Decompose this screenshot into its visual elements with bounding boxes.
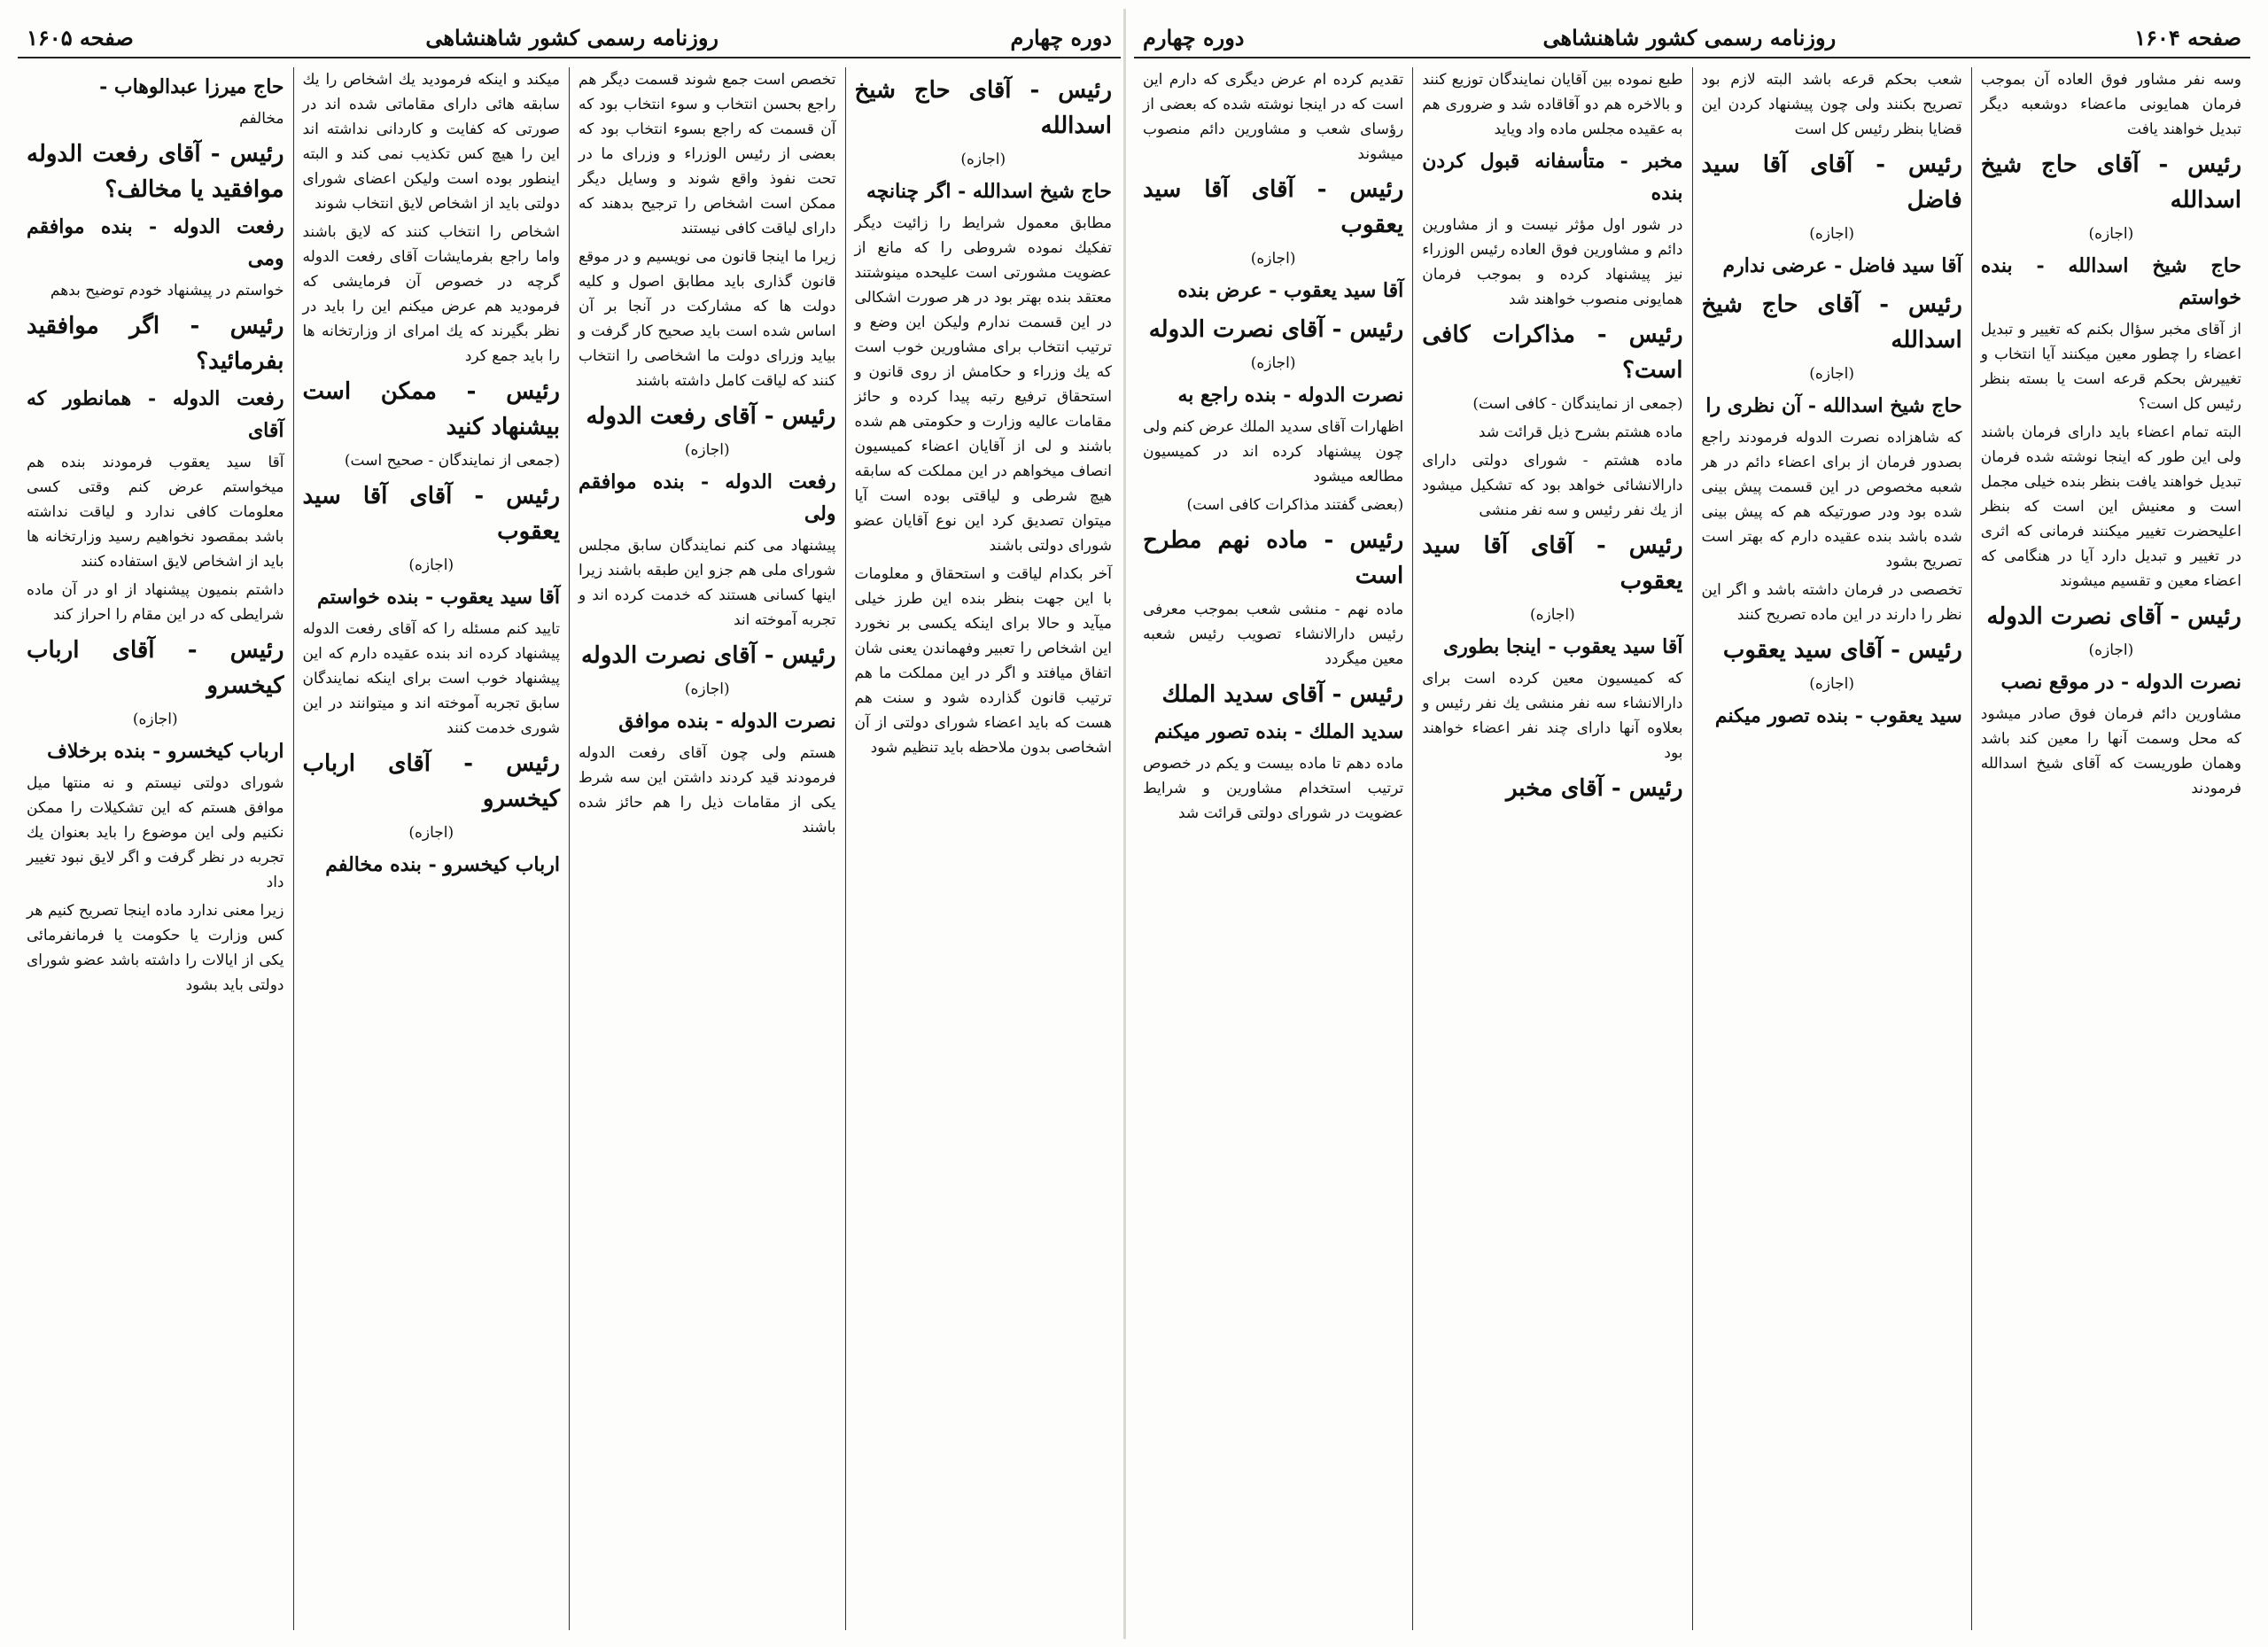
permission-note: (اجازه) (1809, 675, 1855, 693)
page-1605 (18, 18, 1121, 1630)
paragraph: داشتم بنمیون پیشنهاد از او در آن ماده شرایطی که در این مقام را احراز کند (27, 581, 284, 624)
paragraph: تایید کنم مسئله را که آقای رفعت الدوله پیشنهاد کرده اند بنده عقیده دارم که این پیشنهاد خوب است برای اینکه نمایندگان سابق تجربه آموخته اند و میتوانند در این شوری خدمت کنند (302, 620, 560, 737)
speaker-line: رئیس - آقای حاج شیخ اسدالله (1980, 151, 2241, 214)
paragraph: مطابق معمول شرایط را زائیت دیگر تفکیك نموده شروطی را که مانع از عضویت مشورتی است علیحده مینوشتند معتقد بنده بهتر بود در هر صورت اشکالی در این قسمت ندارم ولیکن این وضع و ترتیب انتخاب برای مشاورین خوب است که یك وزراء و حکامش از روی قانون و استحقاق ترفیع رتبه پیدا کرده و حائز مقامات عالیه وزارت و حکومتی هم شده باشند و لی از آقایان اعضاء کمیسیون انصاف میخواهم در این مملکت که سابقه هیچ شرطی و لیاقتی بوده است آیا میتوان تصدیق کرد این نوع آقایان عضو شورای دولتی باشند (854, 214, 1112, 555)
speaker-line: رئیس - آقای ارباب کیخسرو (302, 750, 560, 812)
speaker-line: رئیس - آقای ارباب کیخسرو (27, 637, 284, 699)
speaker-heading: سید یعقوب - بنده تصور میکنم (1714, 704, 1962, 727)
paragraph: میکند و اینکه فرمودید یك اشخاص را یك سابقه هائی دارای مقاماتی شده اند در صورتی که کفایت و کاردانی نداشته اند این را هیچ کس تکذیب نمی کند و البته اینطور بوده است ولیکن اعضای شورای دولتی باید از اشخاص لایق انتخاب شوند (302, 71, 560, 213)
permission-note: (اجازه) (1250, 354, 1296, 372)
permission-note: (اجازه) (1809, 225, 1855, 243)
paragraph: (جمعی از نمایندگان - صحیح است) (344, 452, 560, 470)
speaker-line: رئیس - مذاکرات کافی است؟ (1422, 322, 1683, 384)
paragraph: وسه نفر مشاور فوق العاده آن بموجب فرمان همایونی ماعضاء دوشعبه دیگر تبدیل خواهند یافت (1980, 71, 2241, 138)
speaker-heading: آقا سید یعقوب - عرض بنده (1177, 279, 1404, 302)
speaker-heading: رفعت الدوله - همانطور که آقای (27, 387, 284, 442)
paragraph: شورای دولتی نیستم و نه منتها میل موافق هستم که این تشکیلات را ممکن نکنیم ولی این موضوع را باید بعنوان یك تجربه در نظر گرفت و اگر لایق نبود تغییر داد (27, 774, 284, 891)
permission-note: (اجازه) (408, 824, 454, 842)
speaker-line: رئیس - آقای سدید الملك (1161, 681, 1404, 708)
paragraph: پیشنهاد می کنم نمایندگان سابق مجلس شورای ملی هم جزو این طبقه باشند زیرا اینها کسانی هستند که خدمت کرده اند و تجربه آموخته اند (579, 537, 836, 629)
paragraph: ماده دهم تا ماده بیست و یکم در خصوص ترتیب استخدام مشاورین و شرایط عضویت در شورای دولتی قرائت شد (1143, 755, 1404, 822)
paragraph: که شاهزاده نصرت الدوله فرمودند راجع بصدور فرمان از برای اعضاء دائم در هر شعبه مخصوص در این قسمت پیش بینی شده بود ودر صورتیکه هم که پیش بینی شده باشد بنده عقیده دارم که بهتر است تصریح بشود (1701, 429, 1962, 571)
permission-note: (اجازه) (960, 151, 1006, 168)
paragraph: هستم ولی چون آقای رفعت الدوله فرمودند قید کردند داشتن این سه شرط یکی از مقامات ذیل را هم حائز شده باشند (579, 744, 836, 836)
speaker-heading: مخبر - متأسفانه قبول کردن بنده (1422, 150, 1683, 205)
speaker-heading: آقا سید یعقوب - بنده خواستم (317, 586, 560, 609)
permission-note: (اجازه) (2088, 225, 2134, 243)
page-gutter (1123, 9, 1126, 1639)
paragraph: زیرا ما اینجا قانون می نویسیم و در موقع قانون گذاری باید مطابق اصول و کلیه دولت ها که مشارکت در آنجا بر آن اساس شده است باید صحیح کار گرفت و بیاید وزرای دولت ما اشخاصی را انتخاب کنند که لیاقت کامل داشته باشند (579, 248, 836, 390)
speaker-heading: حاج شیخ اسدالله - آن نظری را (1705, 394, 1962, 417)
text-column (293, 67, 570, 1630)
permission-note: (اجازه) (1529, 606, 1575, 624)
paragraph: اشخاص را انتخاب کنند که لایق باشند واما راجع بفرمایشات آقای رفعت الدوله گرچه در خصوص آن فرمایشی که فرمودید هم عرض میکنم این را باید در نظر بگیرند که یك امرای از وزارتخانه ها را باید جمع کرد (302, 223, 560, 365)
paragraph: تخصصی در فرمان داشته باشد و اگر این نظر را دارند در این ماده تصریح کنند (1701, 581, 1962, 624)
text-column (1412, 67, 1691, 1630)
edition-label: دوره چهارم (1010, 24, 1112, 50)
paragraph: آقا سید یعقوب فرمودند بنده هم میخواستم عرض کنم وقتی کسی معلومات کافی ندارد و لیاقت نداشته باشد بمقصود نخواهیم رسید وزارتخانه ها باید از اشخاص لایق استفاده کنند (27, 454, 284, 571)
speaker-line: رئیس - آقای حاج شیخ اسدالله (854, 77, 1112, 139)
speaker-heading: نصرت الدوله - بنده راجع به (1177, 384, 1404, 407)
speaker-line: رئیس - آقای نصرت الدوله (1986, 603, 2241, 630)
paragraph: از آقای مخبر سؤال بکنم که تغییر و تبدیل اعضاء را چطور معین میکنند آیا انتخاب و تغییرش بحکم قرعه است یا بسته بنظر رئیس کل است؟ (1980, 321, 2241, 413)
permission-note: (اجازه) (684, 441, 730, 459)
speaker-heading: نصرت الدوله - بنده موافق (618, 710, 836, 733)
speaker-heading: ارباب کیخسرو - بنده مخالفم (325, 853, 560, 876)
speaker-line: رئیس - ماده نهم مطرح است (1143, 527, 1404, 589)
page-header (18, 18, 1121, 58)
speaker-heading: رفعت الدوله - بنده موافقم ولی (579, 470, 836, 525)
speaker-line: رئیس - آقای رفعت الدوله (586, 403, 836, 430)
text-column (845, 67, 1122, 1630)
paragraph: ماده نهم - منشی شعب بموجب معرفی رئیس دارالانشاء تصویب رئیس شعبه معین میگردد (1143, 601, 1404, 668)
speaker-line: رئیس - آقای نصرت الدوله (1148, 316, 1404, 343)
column-group (18, 67, 1121, 1630)
paragraph: که کمیسیون معین کرده است برای دارالانشاء سه نفر منشی یك نفر رئیس و بعلاوه آنها دارای چند نفر اعضاء خواهند بود (1422, 670, 1683, 762)
paragraph: ماده هشتم - شورای دولتی دارای دارالانشائی خواهد بود که تشکیل میشود از یك نفر رئیس و سه نفر منشی (1422, 452, 1683, 519)
speaker-line: رئیس - آقای آقا سید یعقوب (302, 483, 560, 545)
speaker-heading: رفعت الدوله - بنده موافقم ومی (27, 215, 284, 270)
text-column (1971, 67, 2250, 1630)
speaker-line: رئیس - آقای سید یعقوب (1722, 637, 1962, 664)
page-number: صفحه ۱۶۰۵ (27, 24, 134, 50)
speaker-heading: سدید الملك - بنده تصور میکنم (1153, 720, 1404, 743)
speaker-line: رئیس - آقای آقا سید یعقوب (1422, 532, 1683, 594)
speaker-heading: حاج میرزا عبدالوهاب - (99, 75, 284, 98)
paragraph: اظهارات آقای سدید الملك عرض کنم ولی چون پیشنهاد کرده اند در کمیسیون مطالعه میشود (1143, 418, 1404, 486)
page-header (1134, 18, 2250, 58)
text-column (1692, 67, 1971, 1630)
newspaper-title: روزنامه رسمی کشور شاهنشاهی (1542, 24, 1837, 50)
page-1604 (1134, 18, 2250, 1630)
speaker-heading: حاج شیخ اسدالله - اگر چنانچه (866, 180, 1112, 203)
speaker-line: رئیس - آقای آقا سید یعقوب (1143, 176, 1404, 238)
paragraph: ماده هشتم بشرح ذیل قرائت شد (1478, 423, 1683, 441)
permission-note: (اجازه) (684, 680, 730, 698)
paragraph: شعب بحکم قرعه باشد البته لازم بود تصریح بکنند ولی چون پیشنهاد کردن این قضایا بنظر رئیس کل است (1701, 71, 1962, 138)
text-column (1134, 67, 1412, 1630)
column-group (1134, 67, 2250, 1630)
edition-label: دوره چهارم (1143, 24, 1245, 50)
page-number: صفحه ۱۶۰۴ (2134, 24, 2241, 50)
paragraph: (بعضی گفتند مذاکرات کافی است) (1186, 496, 1404, 514)
speaker-line: رئیس - آقای نصرت الدوله (580, 642, 836, 669)
paragraph: طبع نموده بین آقایان نمایندگان توزیع کنند و بالاخره هم دو آقاقاده شد و ضروری هم به عقیده مجلس ماده واد ویاید (1422, 71, 1683, 138)
paragraph: مشاورین دائم فرمان فوق صادر میشود که محل وسمت آنها را معین کند باشد وهمان طوریست که آقای شیخ اسدالله فرمودند (1980, 705, 2241, 797)
permission-note: (اجازه) (1809, 365, 1855, 383)
speaker-line: رئیس - آقای مخبر (1505, 775, 1683, 802)
paragraph: تقدیم کرده ام عرض دیگری که دارم این است که در اینجا نوشته شده که بعضی از رؤسای شعب و مشاورین دائم منصوب میشوند (1143, 71, 1404, 163)
speaker-line: رئیس - آقای آقا سید فاضل (1701, 151, 1962, 214)
paragraph: البته تمام اعضاء باید دارای فرمان باشند ولی این طور که اینجا نوشته شده فرمان تبدیل خواهند یافت بنظر بنده خیلی مجمل است و معنیش این است که بنظر اعلیحضرت تغییر میکنند فرمانی که اثری در تغییر و تبدیل دارد آیا در هنگامی که اعضاء معین و تقسیم میشوند (1980, 423, 2241, 590)
text-column (569, 67, 845, 1630)
speaker-line: رئیس - آقای حاج شیخ اسدالله (1701, 291, 1962, 353)
paragraph: در شور اول مؤثر نیست و از مشاورین دائم و مشاورین فوق العاده رئیس الوزراء نیز پیشنهاد کرده و بموجب فرمان همایونی منصوب خواهند شد (1422, 216, 1683, 308)
speaker-line: رئیس - ممکن است بیشنهاد کنید (302, 378, 560, 440)
permission-note: (اجازه) (132, 711, 178, 728)
text-column (18, 67, 293, 1630)
speaker-line: رئیس - آقای رفعت الدوله موافقید یا مخالف؟ (27, 141, 284, 203)
paragraph: زیرا معنی ندارد ماده اینجا تصریح کنیم هر کس وزارت یا حکومت یا فرمانفرمائی یکی از ایالات را داشته باشد عضو شورای دولتی باید بشود (27, 902, 284, 994)
speaker-heading: آقا سید یعقوب - اینجا بطوری (1443, 635, 1683, 658)
permission-note: (اجازه) (408, 556, 454, 574)
speaker-heading: آقا سید فاضل - عرضی ندارم (1722, 254, 1962, 277)
speaker-line: رئیس - اگر موافقید بفرمائید؟ (27, 313, 284, 375)
newspaper-title: روزنامه رسمی کشور شاهنشاهی (425, 24, 718, 50)
permission-note: (اجازه) (1250, 250, 1296, 268)
paragraph: مخالفم (239, 110, 284, 128)
permission-note: (اجازه) (2088, 641, 2134, 659)
paragraph: آخر بکدام لیاقت و استحقاق و معلومات با این جهت بنظر بنده این طرز خیلی میآید و حالا برای اینکه یکسی بر نخورد این اشخاص را تعبیر وفهماندن یعنی شان اتفاق میافتد و اگر در این مملکت ما هم ترتیب قانون گذارده شود و سنت هم هست که باید اعضاء شورای دولتی از آن اشخاصی بدون ملاحظه باید تنظیم شود (854, 565, 1112, 757)
speaker-heading: ارباب کیخسرو - بنده برخلاف (47, 740, 284, 763)
speaker-heading: حاج شیخ اسدالله - بنده خواستم (1980, 254, 2241, 309)
paragraph: خواستم در پیشنهاد خودم توضیح بدهم (50, 282, 284, 299)
paragraph: (جمعی از نمایندگان - کافی است) (1472, 395, 1683, 413)
speaker-heading: نصرت الدوله - در موقع نصب (2000, 671, 2241, 694)
paragraph: تخصص است جمع شوند قسمت دیگر هم راجع بحسن انتخاب و سوء انتخاب بود که آن قسمت که راجع بسوء انتخاب بود که بعضی از رئیس الوزراء و وزرای ما در تحت نفوذ واقع شوند و وسایل دیگر ممکن است اشخاص را ترجیح بدهند که دارای لیاقت کافی نیستند (579, 71, 836, 237)
